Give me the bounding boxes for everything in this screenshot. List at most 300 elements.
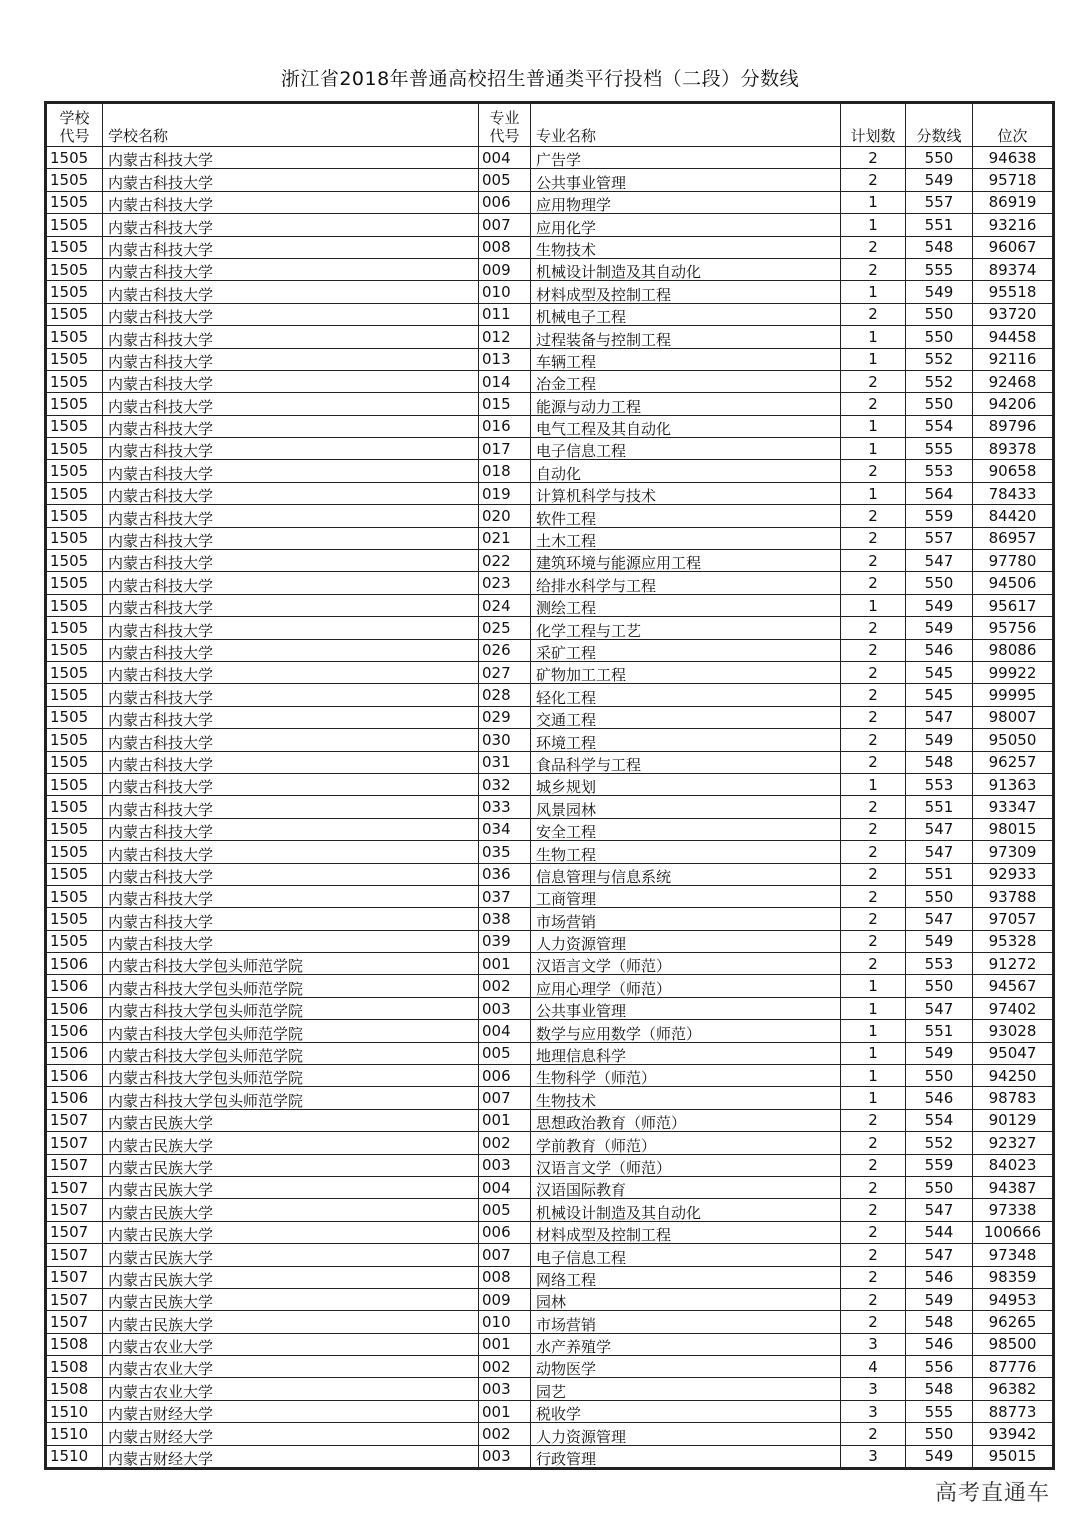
score-cell: 551 [906,863,973,885]
major-name-cell: 市场营销 [531,1311,841,1333]
major-code-cell: 006 [479,191,531,213]
rank-cell: 93216 [973,214,1053,236]
score-cell: 557 [906,527,973,549]
major-code-cell: 029 [479,706,531,728]
school-code-cell: 1505 [47,930,103,952]
school-name-cell: 内蒙古科技大学 [103,885,479,907]
major-name-cell: 思想政治教育（师范） [531,1109,841,1131]
table-row [47,796,1053,818]
rank-cell: 91363 [973,773,1053,795]
score-cell: 550 [906,885,973,907]
table-row [47,639,1053,661]
major-code-cell: 037 [479,885,531,907]
major-code-cell: 021 [479,527,531,549]
plan-count-cell: 2 [841,1132,906,1154]
school-code-cell: 1505 [47,460,103,482]
rank-cell: 86957 [973,527,1053,549]
major-code-cell: 020 [479,505,531,527]
rank-cell: 95518 [973,281,1053,303]
plan-count-cell: 2 [841,639,906,661]
school-code-cell: 1507 [47,1154,103,1176]
major-code-cell: 003 [479,997,531,1019]
school-name-cell: 内蒙古财经大学 [103,1400,479,1422]
major-name-cell: 自动化 [531,460,841,482]
school-name-cell: 内蒙古科技大学包头师范学院 [103,997,479,1019]
score-cell: 550 [906,303,973,325]
plan-count-cell: 1 [841,773,906,795]
major-name-cell: 电气工程及其自动化 [531,415,841,437]
plan-count-cell: 2 [841,617,906,639]
rank-cell: 98086 [973,639,1053,661]
score-cell: 550 [906,1176,973,1198]
major-name-cell: 生物工程 [531,841,841,863]
major-name-cell: 公共事业管理 [531,997,841,1019]
table-row [47,1445,1053,1467]
plan-count-cell: 2 [841,505,906,527]
major-name-cell: 广告学 [531,147,841,169]
major-name-cell: 水产养殖学 [531,1333,841,1355]
table-row [47,505,1053,527]
table-row [47,214,1053,236]
score-cell: 550 [906,326,973,348]
major-code-cell: 028 [479,684,531,706]
school-code-cell: 1505 [47,348,103,370]
rank-cell: 93942 [973,1423,1053,1445]
major-code-cell: 010 [479,1311,531,1333]
rank-cell: 98500 [973,1333,1053,1355]
score-cell: 547 [906,1199,973,1221]
table-row [47,885,1053,907]
score-cell: 550 [906,1065,973,1087]
school-name-cell: 内蒙古科技大学 [103,550,479,572]
school-name-cell: 内蒙古科技大学 [103,572,479,594]
plan-count-cell: 1 [841,975,906,997]
plan-count-cell: 2 [841,147,906,169]
rank-cell: 94387 [973,1176,1053,1198]
header-major-code-line1: 专业 [489,109,520,127]
major-name-cell: 软件工程 [531,505,841,527]
table-row [47,460,1053,482]
rank-cell: 96382 [973,1378,1053,1400]
table-row [47,438,1053,460]
school-code-cell: 1505 [47,236,103,258]
table-row [47,1244,1053,1266]
score-cell: 553 [906,773,973,795]
header-plan: 计划数 [841,104,906,147]
table-row [47,482,1053,504]
major-code-cell: 034 [479,818,531,840]
score-cell: 554 [906,1109,973,1131]
table-row [47,706,1053,728]
major-name-cell: 汉语国际教育 [531,1176,841,1198]
school-code-cell: 1510 [47,1445,103,1467]
table-row [47,1400,1053,1422]
major-name-cell: 地理信息科学 [531,1042,841,1064]
table-row [47,1333,1053,1355]
plan-count-cell: 2 [841,729,906,751]
major-name-cell: 学前教育（师范） [531,1132,841,1154]
rank-cell: 93720 [973,303,1053,325]
plan-count-cell: 2 [841,953,906,975]
score-cell: 552 [906,1132,973,1154]
major-name-cell: 安全工程 [531,818,841,840]
score-cell: 550 [906,572,973,594]
plan-count-cell: 1 [841,1065,906,1087]
score-cell: 552 [906,348,973,370]
major-name-cell: 能源与动力工程 [531,393,841,415]
school-code-cell: 1505 [47,773,103,795]
rank-cell: 91272 [973,953,1053,975]
plan-count-cell: 2 [841,1311,906,1333]
major-name-cell: 动物医学 [531,1356,841,1378]
plan-count-cell: 1 [841,1087,906,1109]
school-code-cell: 1505 [47,303,103,325]
school-name-cell: 内蒙古科技大学 [103,527,479,549]
plan-count-cell: 3 [841,1400,906,1422]
major-code-cell: 011 [479,303,531,325]
major-code-cell: 018 [479,460,531,482]
plan-count-cell: 1 [841,281,906,303]
score-cell: 549 [906,729,973,751]
plan-count-cell: 2 [841,1423,906,1445]
table-row [47,594,1053,616]
school-code-cell: 1507 [47,1109,103,1131]
school-code-cell: 1507 [47,1221,103,1243]
major-code-cell: 038 [479,908,531,930]
score-cell: 550 [906,1423,973,1445]
major-name-cell: 工商管理 [531,885,841,907]
school-name-cell: 内蒙古科技大学 [103,863,479,885]
plan-count-cell: 1 [841,482,906,504]
score-cell: 547 [906,550,973,572]
school-name-cell: 内蒙古财经大学 [103,1423,479,1445]
major-code-cell: 007 [479,1244,531,1266]
score-cell: 554 [906,415,973,437]
major-name-cell: 机械电子工程 [531,303,841,325]
major-code-cell: 015 [479,393,531,415]
major-code-cell: 008 [479,236,531,258]
table-row [47,1176,1053,1198]
rank-cell: 99995 [973,684,1053,706]
plan-count-cell: 2 [841,885,906,907]
major-name-cell: 行政管理 [531,1445,841,1467]
school-code-cell: 1506 [47,1065,103,1087]
table-row [47,393,1053,415]
major-name-cell: 人力资源管理 [531,930,841,952]
school-name-cell: 内蒙古科技大学 [103,258,479,280]
plan-count-cell: 2 [841,841,906,863]
table-row [47,147,1053,169]
major-name-cell: 电子信息工程 [531,1244,841,1266]
score-cell: 549 [906,1445,973,1467]
score-cell: 548 [906,1378,973,1400]
table-row [47,1065,1053,1087]
major-name-cell: 材料成型及控制工程 [531,1221,841,1243]
rank-cell: 93347 [973,796,1053,818]
rank-cell: 94953 [973,1288,1053,1310]
score-cell: 551 [906,1020,973,1042]
school-name-cell: 内蒙古民族大学 [103,1132,479,1154]
school-name-cell: 内蒙古科技大学包头师范学院 [103,1020,479,1042]
school-name-cell: 内蒙古民族大学 [103,1266,479,1288]
table-row [47,370,1053,392]
header-school-name: 学校名称 [103,104,479,147]
major-code-cell: 001 [479,1109,531,1131]
score-cell: 544 [906,1221,973,1243]
school-name-cell: 内蒙古科技大学 [103,326,479,348]
school-name-cell: 内蒙古科技大学 [103,236,479,258]
rank-cell: 94206 [973,393,1053,415]
plan-count-cell: 1 [841,348,906,370]
score-cell: 550 [906,147,973,169]
plan-count-cell: 2 [841,303,906,325]
major-code-cell: 036 [479,863,531,885]
score-cell: 549 [906,1042,973,1064]
plan-count-cell: 1 [841,1042,906,1064]
major-code-cell: 009 [479,258,531,280]
header-school-code [47,104,103,147]
table-row [47,1266,1053,1288]
table-row [47,1288,1053,1310]
school-code-cell: 1507 [47,1266,103,1288]
school-code-cell: 1505 [47,370,103,392]
rank-cell: 93028 [973,1020,1053,1042]
school-code-cell: 1506 [47,953,103,975]
plan-count-cell: 2 [841,863,906,885]
table-row [47,930,1053,952]
major-name-cell: 采矿工程 [531,639,841,661]
header-major-code-line2: 代号 [489,127,520,145]
school-code-cell: 1505 [47,885,103,907]
plan-count-cell: 2 [841,1176,906,1198]
rank-cell: 90658 [973,460,1053,482]
rank-cell: 98359 [973,1266,1053,1288]
score-cell: 552 [906,370,973,392]
school-code-cell: 1505 [47,527,103,549]
table-row [47,1154,1053,1176]
table-row [47,258,1053,280]
score-cell: 559 [906,1154,973,1176]
major-name-cell: 税收学 [531,1400,841,1422]
plan-count-cell: 1 [841,1020,906,1042]
rank-cell: 90129 [973,1109,1053,1131]
school-code-cell: 1505 [47,729,103,751]
major-name-cell: 人力资源管理 [531,1423,841,1445]
major-name-cell: 冶金工程 [531,370,841,392]
header-school-code-line1: 学校 [59,109,90,127]
school-name-cell: 内蒙古科技大学 [103,169,479,191]
school-code-cell: 1507 [47,1311,103,1333]
score-cell: 549 [906,1288,973,1310]
score-cell: 548 [906,236,973,258]
score-cell: 555 [906,1400,973,1422]
major-code-cell: 035 [479,841,531,863]
major-name-cell: 食品科学与工程 [531,751,841,773]
score-cell: 546 [906,639,973,661]
table-row [47,281,1053,303]
rank-cell: 95047 [973,1042,1053,1064]
rank-cell: 97348 [973,1244,1053,1266]
plan-count-cell: 2 [841,1288,906,1310]
score-cell: 564 [906,482,973,504]
school-name-cell: 内蒙古民族大学 [103,1288,479,1310]
school-code-cell: 1505 [47,214,103,236]
plan-count-cell: 2 [841,460,906,482]
major-name-cell: 汉语言文学（师范） [531,1154,841,1176]
school-code-cell: 1506 [47,997,103,1019]
school-code-cell: 1505 [47,818,103,840]
school-code-cell: 1505 [47,550,103,572]
table-row [47,773,1053,795]
school-name-cell: 内蒙古农业大学 [103,1333,479,1355]
header-school-code-line2: 代号 [59,127,90,145]
rank-cell: 98015 [973,818,1053,840]
school-name-cell: 内蒙古科技大学包头师范学院 [103,975,479,997]
rank-cell: 96067 [973,236,1053,258]
rank-cell: 95328 [973,930,1053,952]
header-rank: 位次 [973,104,1053,147]
table-row [47,527,1053,549]
school-name-cell: 内蒙古科技大学 [103,684,479,706]
rank-cell: 92116 [973,348,1053,370]
score-cell: 547 [906,841,973,863]
score-cell: 545 [906,661,973,683]
rank-cell: 95050 [973,729,1053,751]
rank-cell: 100666 [973,1221,1053,1243]
major-name-cell: 生物科学（师范） [531,1065,841,1087]
school-name-cell: 内蒙古农业大学 [103,1378,479,1400]
score-cell: 547 [906,818,973,840]
score-cell: 549 [906,594,973,616]
table-row [47,1423,1053,1445]
school-code-cell: 1507 [47,1176,103,1198]
plan-count-cell: 2 [841,1199,906,1221]
header-major-name: 专业名称 [531,104,841,147]
rank-cell: 92468 [973,370,1053,392]
school-code-cell: 1506 [47,1087,103,1109]
major-code-cell: 009 [479,1288,531,1310]
school-name-cell: 内蒙古科技大学 [103,639,479,661]
rank-cell: 95015 [973,1445,1053,1467]
header-row [47,104,1053,147]
score-cell: 547 [906,908,973,930]
rank-cell: 96265 [973,1311,1053,1333]
major-name-cell: 城乡规划 [531,773,841,795]
school-name-cell: 内蒙古科技大学 [103,505,479,527]
rank-cell: 95617 [973,594,1053,616]
page-title: 浙江省2018年普通高校招生普通类平行投档（二段）分数线 [280,68,800,90]
school-code-cell: 1505 [47,863,103,885]
major-code-cell: 005 [479,169,531,191]
major-code-cell: 017 [479,438,531,460]
major-name-cell: 化学工程与工艺 [531,617,841,639]
score-cell: 546 [906,1333,973,1355]
header-score: 分数线 [906,104,973,147]
table-row [47,1199,1053,1221]
rank-cell: 84023 [973,1154,1053,1176]
plan-count-cell: 2 [841,706,906,728]
score-cell: 556 [906,1356,973,1378]
plan-count-cell: 2 [841,796,906,818]
rank-cell: 96257 [973,751,1053,773]
school-name-cell: 内蒙古科技大学 [103,460,479,482]
table-row [47,617,1053,639]
major-code-cell: 013 [479,348,531,370]
table-row [47,661,1053,683]
major-name-cell: 机械设计制造及其自动化 [531,1199,841,1221]
score-cell: 553 [906,953,973,975]
major-code-cell: 002 [479,1132,531,1154]
plan-count-cell: 2 [841,908,906,930]
major-code-cell: 007 [479,1087,531,1109]
school-name-cell: 内蒙古科技大学 [103,348,479,370]
school-name-cell: 内蒙古科技大学 [103,214,479,236]
school-name-cell: 内蒙古科技大学 [103,729,479,751]
rank-cell: 89374 [973,258,1053,280]
major-name-cell: 数学与应用数学（师范） [531,1020,841,1042]
major-name-cell: 信息管理与信息系统 [531,863,841,885]
rank-cell: 94250 [973,1065,1053,1087]
rank-cell: 99922 [973,661,1053,683]
rank-cell: 94458 [973,326,1053,348]
major-name-cell: 风景园林 [531,796,841,818]
school-code-cell: 1506 [47,975,103,997]
school-name-cell: 内蒙古科技大学 [103,415,479,437]
school-code-cell: 1505 [47,258,103,280]
table-row [47,841,1053,863]
major-name-cell: 应用化学 [531,214,841,236]
school-name-cell: 内蒙古科技大学 [103,482,479,504]
school-name-cell: 内蒙古财经大学 [103,1445,479,1467]
table-row [47,326,1053,348]
school-code-cell: 1505 [47,751,103,773]
rank-cell: 95756 [973,617,1053,639]
plan-count-cell: 1 [841,191,906,213]
rank-cell: 84420 [973,505,1053,527]
score-cell: 545 [906,684,973,706]
plan-count-cell: 2 [841,169,906,191]
score-cell: 546 [906,1266,973,1288]
rank-cell: 97057 [973,908,1053,930]
school-code-cell: 1505 [47,706,103,728]
plan-count-cell: 2 [841,527,906,549]
table-row [47,303,1053,325]
major-name-cell: 环境工程 [531,729,841,751]
major-name-cell: 建筑环境与能源应用工程 [531,550,841,572]
school-name-cell: 内蒙古民族大学 [103,1199,479,1221]
school-code-cell: 1505 [47,191,103,213]
major-code-cell: 010 [479,281,531,303]
major-name-cell: 土木工程 [531,527,841,549]
major-code-cell: 019 [479,482,531,504]
school-code-cell: 1505 [47,796,103,818]
major-code-cell: 030 [479,729,531,751]
score-cell: 547 [906,706,973,728]
table-row [47,236,1053,258]
school-code-cell: 1505 [47,639,103,661]
rank-cell: 93788 [973,885,1053,907]
plan-count-cell: 4 [841,1356,906,1378]
major-code-cell: 025 [479,617,531,639]
major-name-cell: 机械设计制造及其自动化 [531,258,841,280]
school-code-cell: 1510 [47,1400,103,1422]
major-name-cell: 公共事业管理 [531,169,841,191]
major-name-cell: 交通工程 [531,706,841,728]
school-code-cell: 1507 [47,1132,103,1154]
school-code-cell: 1505 [47,617,103,639]
major-code-cell: 012 [479,326,531,348]
score-cell: 555 [906,438,973,460]
